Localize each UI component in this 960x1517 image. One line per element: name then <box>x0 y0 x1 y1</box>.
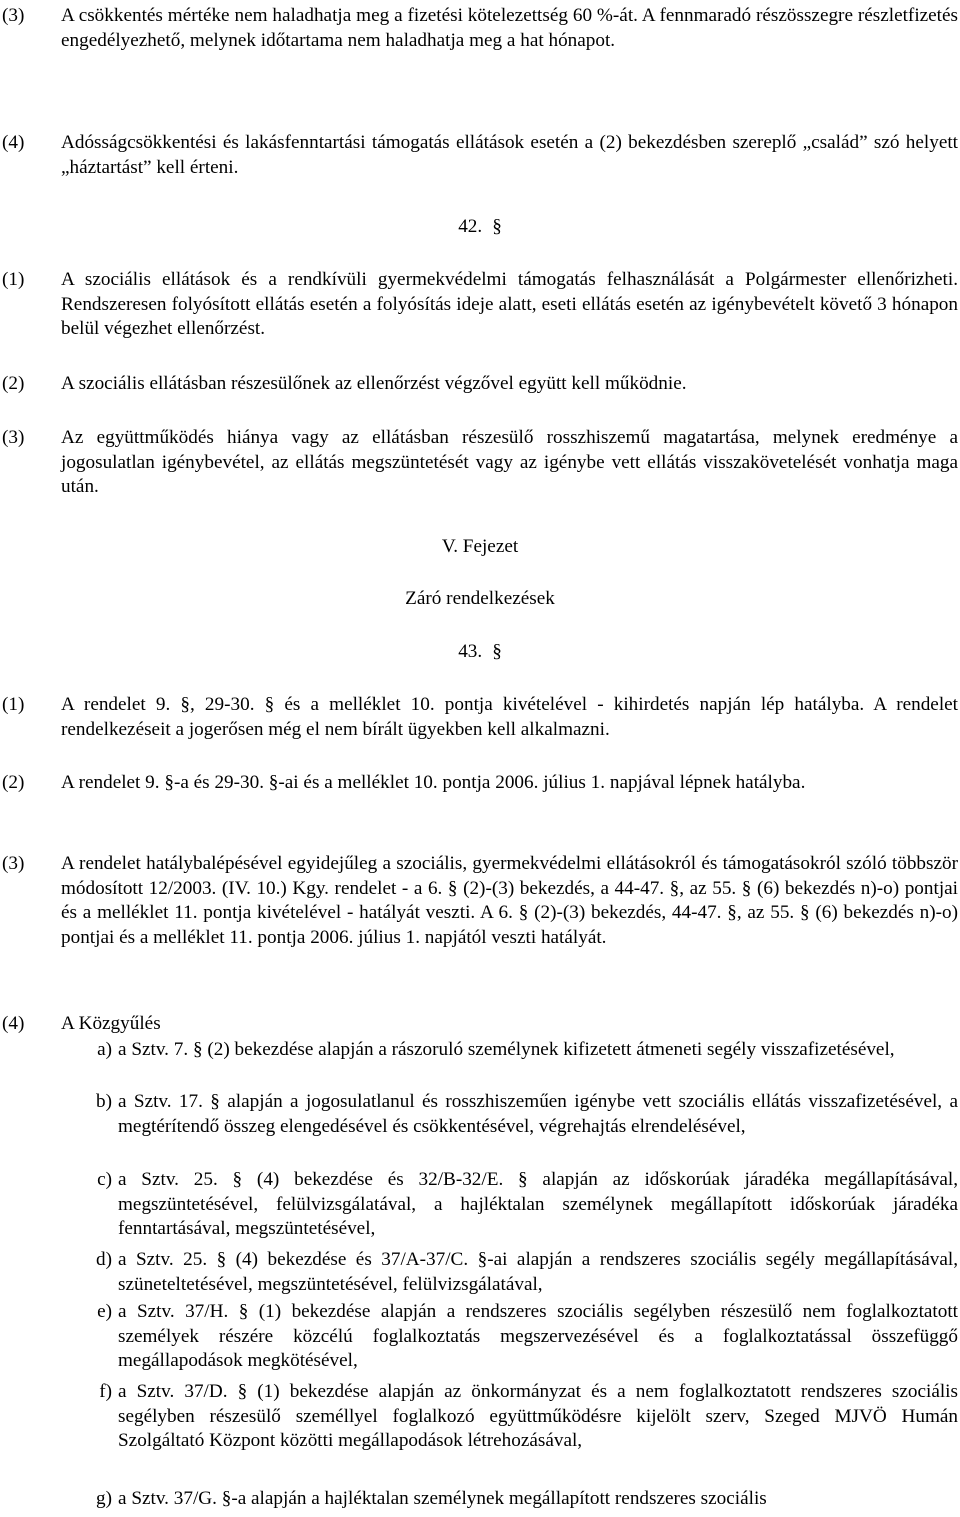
list-item-text: a Sztv. 17. § alapján a jogosulatlanul és rosszhiszeműen igénybe vett szociális ellátás visszafizetésével, a megtérítendő összeg elengedésével és csökkentésével, végrehajtás elrendelésével, <box>118 1091 958 1137</box>
paragraph-text: A csökkentés mértéke nem haladhatja meg a fizetési kötelezettség 60 %-át. A fennmaradó részösszegre részletfizetés engedélyezhető, melynek időtartama nem haladhatja meg a hat hónapot. <box>61 5 958 51</box>
section-42-paragraph-2 <box>2 372 958 397</box>
paragraph-number: (3) <box>2 853 25 874</box>
section-sign: § <box>492 216 502 237</box>
paragraph-number: (3) <box>2 5 25 26</box>
paragraph-text: Az együttműködés hiánya vagy az ellátásban részesülő rosszhiszemű magatartása, melynek eredménye a jogosulatlan igénybevétel, az ellátás megszüntetését vagy az igénybe vett ellátás visszakövetelését vonhatja maga után. <box>61 427 958 497</box>
list-item-label: e) <box>97 1301 112 1322</box>
list-item-text: a Sztv. 37/D. § (1) bekezdése alapján az önkormányzat és a nem foglalkoztatott rendszeres szociális segélyben részesülő személlyel foglalkozó együttműködésre kijelölt szerv, Szeged MJVÖ Humán Szolgáltató Központ közötti megállapodások létrehozásával, <box>118 1381 958 1451</box>
list-item-label: g) <box>96 1488 112 1509</box>
paragraph-number: (2) <box>2 772 25 793</box>
paragraph-number: (2) <box>2 373 25 394</box>
list-item-text: a Sztv. 37/H. § (1) bekezdése alapján a rendszeres szociális segélyben részesülő nem foglalkoztatott személyek részére közcélú foglalkoztatás megszervezésével és a foglalkoztatással összefüggő megállapodások megkötésével, <box>118 1301 958 1371</box>
list-item-label: c) <box>97 1169 112 1190</box>
list-item-label: f) <box>99 1381 112 1402</box>
section-42-paragraph-1 <box>2 268 958 342</box>
section-43-paragraph-2 <box>2 771 958 796</box>
paragraph-number: (3) <box>2 427 25 448</box>
chapter-subtitle: Záró rendelkezések <box>405 588 555 609</box>
list-item-text: a Sztv. 25. § (4) bekezdése és 32/B-32/E. § alapján az időskorúak járadéka megállapításával, megszüntetésével, felülvizsgálatával, a hajléktalan személynek megállapított időskorúak járadéka fenntartásával, megszüntetésével, <box>118 1169 958 1239</box>
section-43-heading <box>0 640 960 665</box>
section-43-paragraph-1 <box>2 693 958 742</box>
paragraph-text: A rendelet hatálybalépésével egyidejűleg a szociális, gyermekvédelmi ellátásokról és támogatásokról szóló többször módosított 12/2003. (IV. 10.) Kgy. rendelet - a 6. § (2)-(3) bekezdés, a 44-47. §, az 55. § (6) bekezdés n)-o) pontjai és a melléklet 11. pontja kivételével - hatályát veszti. A 6. § (2)-(3) bekezdés, 44-47. §, az 55. § (6) bekezdés n)-o) pontjai és a melléklet 11. pontja 2006. július 1. napjától veszti hatályát. <box>61 853 958 948</box>
paragraph-text: Adósságcsökkentési és lakásfenntartási támogatás ellátások esetén a (2) bekezdésben szereplő „család” szó helyett „háztartást” kell érteni. <box>61 132 958 178</box>
paragraph-4 <box>2 131 958 180</box>
chapter-title: V. Fejezet <box>441 536 519 557</box>
list-item-c <box>60 1168 958 1242</box>
list-item-text: a Sztv. 7. § (2) bekezdése alapján a rászoruló személynek kifizetett átmeneti segély visszafizetésével, <box>118 1039 895 1060</box>
paragraph-text: A rendelet 9. §-a és 29-30. §-ai és a melléklet 10. pontja 2006. július 1. napjával lépnek hatályba. <box>61 772 806 793</box>
section-sign: § <box>492 641 502 662</box>
paragraph-text: A rendelet 9. §, 29-30. § és a melléklet 10. pontja kivételével - kihirdetés napján lép hatályba. A rendelet rendelkezéseit a jogerősen még el nem bírált ügyekben kell alkalmazni. <box>61 694 958 740</box>
paragraph-number: (4) <box>2 1013 25 1034</box>
paragraph-text: A szociális ellátásban részesülőnek az ellenőrzést végzővel együtt kell működnie. <box>61 373 687 394</box>
list-item-label: b) <box>96 1091 112 1112</box>
section-number: 42. <box>458 216 483 237</box>
section-42-heading <box>0 215 960 240</box>
paragraph-text: A szociális ellátások és a rendkívüli gyermekvédelmi támogatás felhasználását a Polgármester ellenőrizheti. Rendszeresen folyósított ellátás esetén a folyósítás ideje alatt, eseti ellátás esetén az igénybevételt követő 3 hónapon belül végezhet ellenőrzést. <box>61 269 958 339</box>
section-43-paragraph-3 <box>2 852 958 950</box>
paragraph-number: (1) <box>2 269 25 290</box>
paragraph-number: (1) <box>2 694 25 715</box>
list-item-d <box>60 1248 958 1297</box>
paragraph-text: A Közgyűlés <box>61 1013 161 1034</box>
section-43-paragraph-4 <box>2 1012 958 1037</box>
list-item-f <box>60 1380 958 1454</box>
section-42-paragraph-3 <box>2 426 958 500</box>
list-item-a <box>60 1038 958 1063</box>
list-item-text: a Sztv. 37/G. §-a alapján a hajléktalan személynek megállapított rendszeres szociális <box>118 1488 767 1509</box>
section-number: 43. <box>458 641 483 662</box>
list-item-label: d) <box>96 1249 112 1270</box>
list-item-text: a Sztv. 25. § (4) bekezdése és 37/A-37/C. §-ai alapján a rendszeres szociális segély megállapításával, szüneteltetésével, megszüntetésével, felülvizsgálatával, <box>118 1249 958 1295</box>
list-item-g <box>60 1487 958 1512</box>
list-item-label: a) <box>97 1039 112 1060</box>
list-item-b <box>60 1090 958 1139</box>
list-item-e <box>60 1300 958 1374</box>
paragraph-number: (4) <box>2 132 25 153</box>
paragraph-3 <box>2 4 958 53</box>
